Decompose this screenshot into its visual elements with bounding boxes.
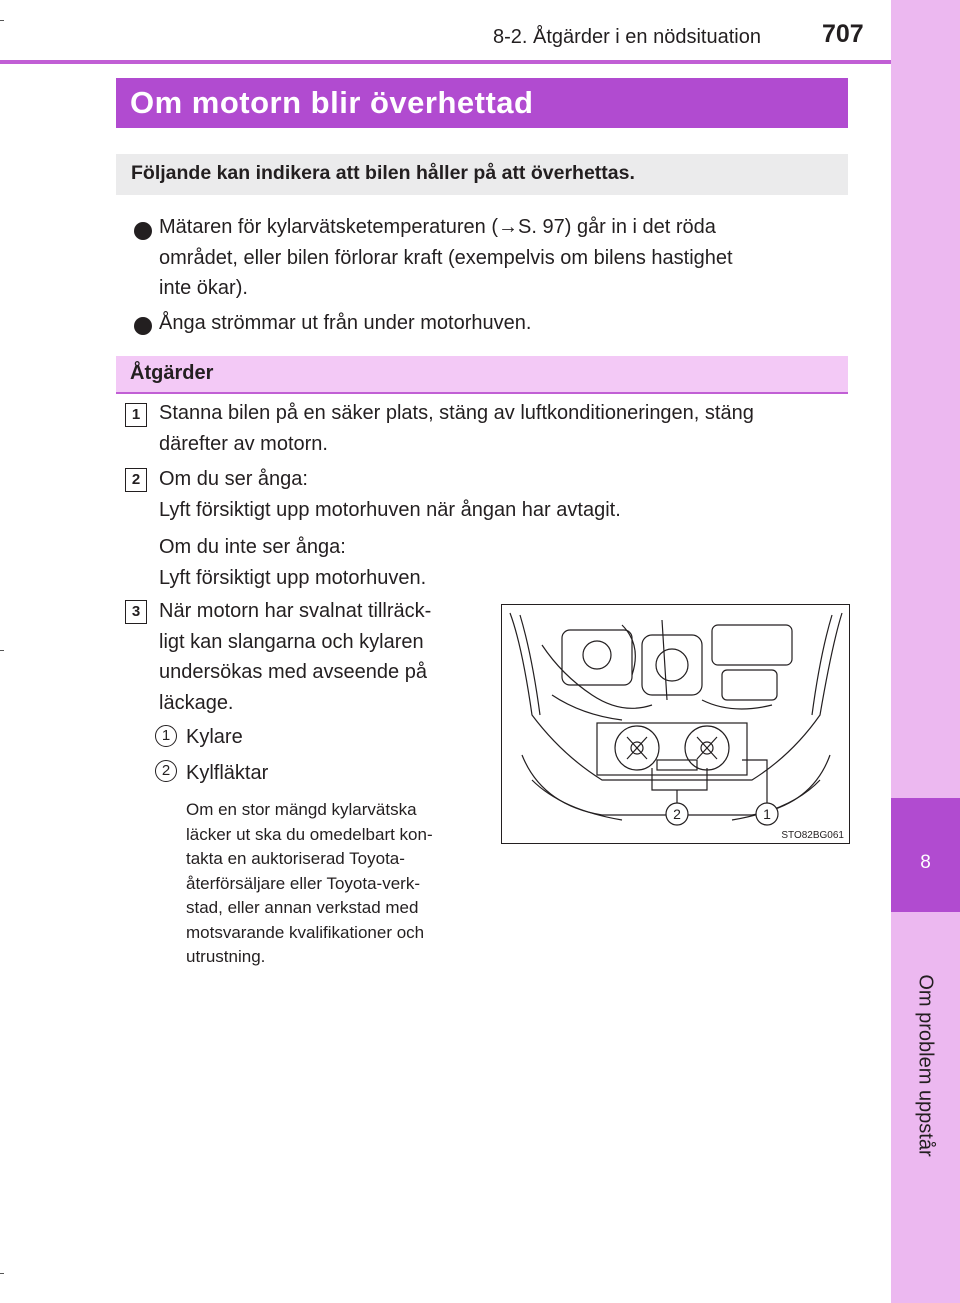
bullet-icon — [134, 317, 152, 335]
page-title: Om motorn blir överhettad — [130, 85, 534, 120]
engine-bay-illustration — [501, 604, 850, 844]
step-text: När motorn har svalnat tillräck- ligt kan slangarna och kylaren undersökas med avseende på läckage. — [159, 600, 432, 714]
chapter-title: Om problem uppstår — [915, 973, 938, 1157]
legend-marker: 2 — [155, 760, 177, 782]
legend-marker: 1 — [155, 725, 177, 747]
chapter-number: 8 — [920, 852, 931, 873]
actions-heading: Åtgärder — [130, 362, 214, 384]
illustration-code: STO82BG061 — [781, 830, 844, 841]
step-number-box: 3 — [125, 600, 147, 624]
intro-text: Följande kan indikera att bilen håller på att överhettas. — [131, 162, 635, 184]
page-number: 707 — [822, 20, 864, 48]
actions-heading-bar — [116, 356, 848, 394]
warning-note: Om en stor mängd kylarvätska läcker ut ska du omedelbart kon- takta en auktoriserad Toyota- återförsäljare eller Toyota-verk- stad, eller annan verkstad med motsvarande kvalifikationer och utrustning. — [186, 800, 433, 966]
bullet-item: Ånga strömmar ut från under motorhuven. — [159, 312, 532, 334]
callout-2-label: 2 — [673, 806, 681, 822]
bullet-icon — [134, 222, 152, 240]
step-text: Om du inte ser ånga: Lyft försiktigt upp motorhuven. — [159, 536, 427, 589]
step-number-box: 2 — [125, 468, 147, 492]
page-title-bar — [116, 78, 848, 128]
legend-label: Kylfläktar — [186, 762, 269, 784]
engine-bay-drawing — [502, 605, 849, 843]
crop-mark — [0, 650, 4, 651]
step-text: Stanna bilen på en säker plats, stäng av luftkonditioneringen, stäng därefter av motorn. — [159, 402, 754, 455]
step-number-box: 1 — [125, 403, 147, 427]
step-text: Om du ser ånga: Lyft försiktigt upp motorhuven när ångan har avtagit. — [159, 468, 621, 521]
crop-mark — [0, 20, 4, 21]
crop-mark — [0, 1273, 4, 1274]
header-section: 8-2. Åtgärder i en nödsituation — [493, 26, 761, 48]
callout-1-label: 1 — [763, 806, 771, 822]
legend-label: Kylare — [186, 726, 243, 748]
bullet-item: Mätaren för kylarvätsketemperaturen (→S. 97) går in i det röda området, eller bilen förlorar kraft (exempelvis om bilens hastighet inte ökar). — [159, 216, 733, 299]
intro-box — [116, 154, 848, 195]
header-rule — [0, 60, 891, 64]
